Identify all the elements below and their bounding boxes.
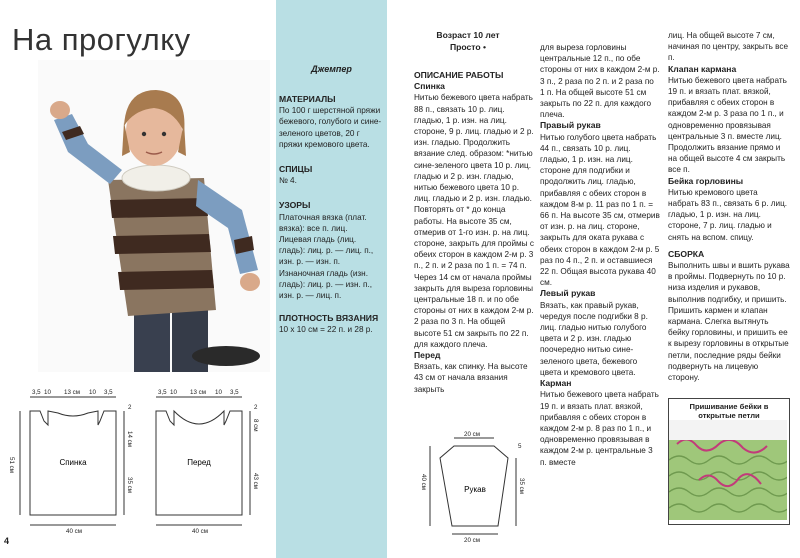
assembly-heading: СБОРКА xyxy=(668,248,705,259)
column-2 xyxy=(414,70,534,395)
assembly-text: Выполнить швы и вшить рукава в проймы. Подвернуть по 10 р. низа изделия и рукавов, выполнив подгибку, и пришить. Пришить кармен и клапан кармана. Слегка вытянуть бейку горловины, и пришить ее к вырезу горловины в открытые петли, последние ряды бейки подвернуть на лицевую сторону. xyxy=(668,261,790,383)
back-top-dim-2: 10 xyxy=(44,389,51,396)
front-top-dim-2: 10 xyxy=(170,389,177,396)
pattern-1: Платочная вязка (плат. вязка): все п. лиц. xyxy=(279,212,367,233)
back-right-dim-1: 2 xyxy=(128,404,132,411)
pattern-3: Изнаночная гладь (изн. гладь): лиц. р. — изн. п., изн. р. — лиц. п. xyxy=(279,268,372,301)
back-right-dim-3: 35 см xyxy=(126,477,133,493)
flap-text: Нитью бежевого цвета набрать 19 п. и вязать плат. вязкой, прибавляя с обеих сторон в каждом 2-м р. 3 раза по 1 п., и одновременно провязывая центральные 3 п. вместе лиц. Продолжить вязание прямо и на общей высоте 4 см закрыть все п. xyxy=(668,75,787,175)
sleeve-label: Рукав xyxy=(464,485,486,494)
right-sleeve-text: Нитью голубого цвета набрать 44 п., связать 10 р. лиц. гладью, 1 р. изн. на лиц. стороне для подгибки и продолжить лиц. гладью, прибавляя с обеих сторон в каждом 8-м р. 11 раз по 1 п. = 66 п. На высоте 35 см, отмерив от изн. р. на лиц. стороне, закрыть для оката рукава с обеих сторон в каждом 2-м р. 5 раз по 4 п., 2 п. и оставшиеся 22 п. Общая высота рукава 40 см. xyxy=(540,132,660,288)
trim-text: Нитью кремового цвета набрать 83 п., связать 6 р. лиц. гладью, 1 р. изн. на лиц. стороне, 7 р. лиц. гладью и снять на вспом. спицу. xyxy=(668,187,788,242)
left-sleeve-heading: Левый рукав xyxy=(540,288,596,299)
panel-text xyxy=(279,94,383,336)
front-right-dim-1: 2 xyxy=(254,404,258,411)
description-heading: ОПИСАНИЕ РАБОТЫ xyxy=(414,70,504,80)
pocket-heading: Карман xyxy=(540,378,572,389)
density-text: 10 х 10 см = 22 п. и 28 р. xyxy=(279,325,373,335)
back-top-dim-1: 3,5 xyxy=(32,389,41,396)
model-photo xyxy=(38,60,270,372)
front-label: Перед xyxy=(187,458,211,467)
back-left-dim: 51 см xyxy=(8,457,15,473)
back-bottom-dim: 40 см xyxy=(66,528,82,535)
sleeve-top-dim: 20 см xyxy=(464,431,480,438)
front-heading: Перед xyxy=(414,350,441,361)
materials-text: По 100 г шерстяной пряжи бежевого, голубого и сине-зеленого цветов, 20 г пряжи кремового цвета. xyxy=(279,106,382,149)
sleeve-bottom-dim: 20 см xyxy=(464,537,480,543)
difficulty-label: Просто • xyxy=(449,42,487,52)
sleeve-right-dim-2: 35 см xyxy=(518,478,525,494)
col4-text-1: лиц. На общей высоте 7 см, начиная по центру, закрыть все п. xyxy=(668,31,789,63)
column-4 xyxy=(668,30,790,383)
back-front-diagrams xyxy=(0,385,270,535)
stitch-caption: Пришивание бейки в открытые петли xyxy=(689,402,769,420)
age-label: Возраст 10 лет xyxy=(436,30,500,40)
front-right-dim-3: 43 см xyxy=(252,473,259,489)
front-top-dim-4: 10 xyxy=(215,389,222,396)
front-top-dim-5: 3,5 xyxy=(230,389,239,396)
front-right-dim-2: 8 см xyxy=(252,419,259,432)
density-heading: ПЛОТНОСТЬ ВЯЗАНИЯ xyxy=(279,313,379,324)
sleeve-left-dim: 40 см xyxy=(420,474,427,490)
trim-heading: Бейка горловины xyxy=(668,175,744,186)
patterns-heading: УЗОРЫ xyxy=(279,200,311,211)
page-title: На прогулку xyxy=(12,22,191,57)
model-name: Джемпер xyxy=(311,64,352,74)
stitch-illustration xyxy=(668,398,790,525)
flap-heading: Клапан кармана xyxy=(668,63,737,74)
needles-heading: СПИЦЫ xyxy=(279,164,313,175)
left-sleeve-text: Вязать, как правый рукав, чередуя после подгибки 8 р. лиц. гладью нитью голубого цвета и 2 р. изн. гладью поочередно нитью сине-зеленого цвета, бежевого цвета и кремового цвета. xyxy=(540,300,648,377)
back-top-dim-5: 3,5 xyxy=(104,389,113,396)
right-sleeve-heading: Правый рукав xyxy=(540,120,601,131)
back-text: Нитью бежевого цвета набрать 88 п., связать 10 р. лиц. гладью, 1 р. изн. на лиц. стороне, 9 р. лиц. гладью и 2 р. изн. гладью. Продолжить вязание след. образом: *нитью сине-зеленого цвета 10 р. лиц. гладью и 2 р. изн. гладью, нитью бежевого цвета 10 р. лиц. гладью и 2 р. изн. гладью. Повторять от * до конца работы. На высоте 35 см, отмерив от 1-го изн. р. на лиц. стороне, закрыть для проймы с обеих сторон в каждом 2-м р. 3 п., 2 п. и 2 раза по 1 п. = 74 п. Через 14 см от начала проймы закрыть для выреза горловины центральные 18 п. и по обе стороны от них в каждом 2-м р. 2 раза по 3 п. На общей высоте 51 см закрыть по 22 п. для каждого плеча. xyxy=(414,93,534,349)
needles-text: № 4. xyxy=(279,176,297,186)
page-number: 4 xyxy=(4,536,10,546)
sleeve-right-dim-1: 5 xyxy=(518,443,522,450)
column-3 xyxy=(540,42,660,468)
front-bottom-dim: 40 см xyxy=(192,528,208,535)
back-right-dim-2: 14 см xyxy=(126,431,133,447)
back-heading: Спинка xyxy=(414,81,445,92)
col3-text-1: для выреза горловины центральные 12 п., по обе стороны от них в каждом 2-м р. 3 п., 2 раза по 2 п. и 2 раза по 1 п. На общей высоте 51 см закрыть по 22 п. для каждого плеча. xyxy=(540,43,660,120)
front-top-dim-3: 13 см xyxy=(190,389,206,396)
back-top-dim-4: 10 xyxy=(89,389,96,396)
front-text: Вязать, как спинку. На высоте 43 см от начала вязания закрыть xyxy=(414,362,528,394)
sleeve-diagram xyxy=(418,428,538,543)
materials-heading: МАТЕРИАЛЫ xyxy=(279,94,336,104)
pocket-text: Нитью бежевого цвета набрать 19 п. и вязать плат. вязкой, прибавляя с обеих сторон в каждом 2-м р. 8 раз по 1 п., и одновременно провязывая в каждом 2-м р. центральные 3 п. вместе xyxy=(540,390,659,467)
back-top-dim-3: 13 см xyxy=(64,389,80,396)
pattern-2: Лицевая гладь (лиц. гладь): лиц. р. — лиц. п., изн. р. — изн. п. xyxy=(279,235,374,267)
back-label: Спинка xyxy=(59,458,87,467)
front-top-dim-1: 3,5 xyxy=(158,389,167,396)
